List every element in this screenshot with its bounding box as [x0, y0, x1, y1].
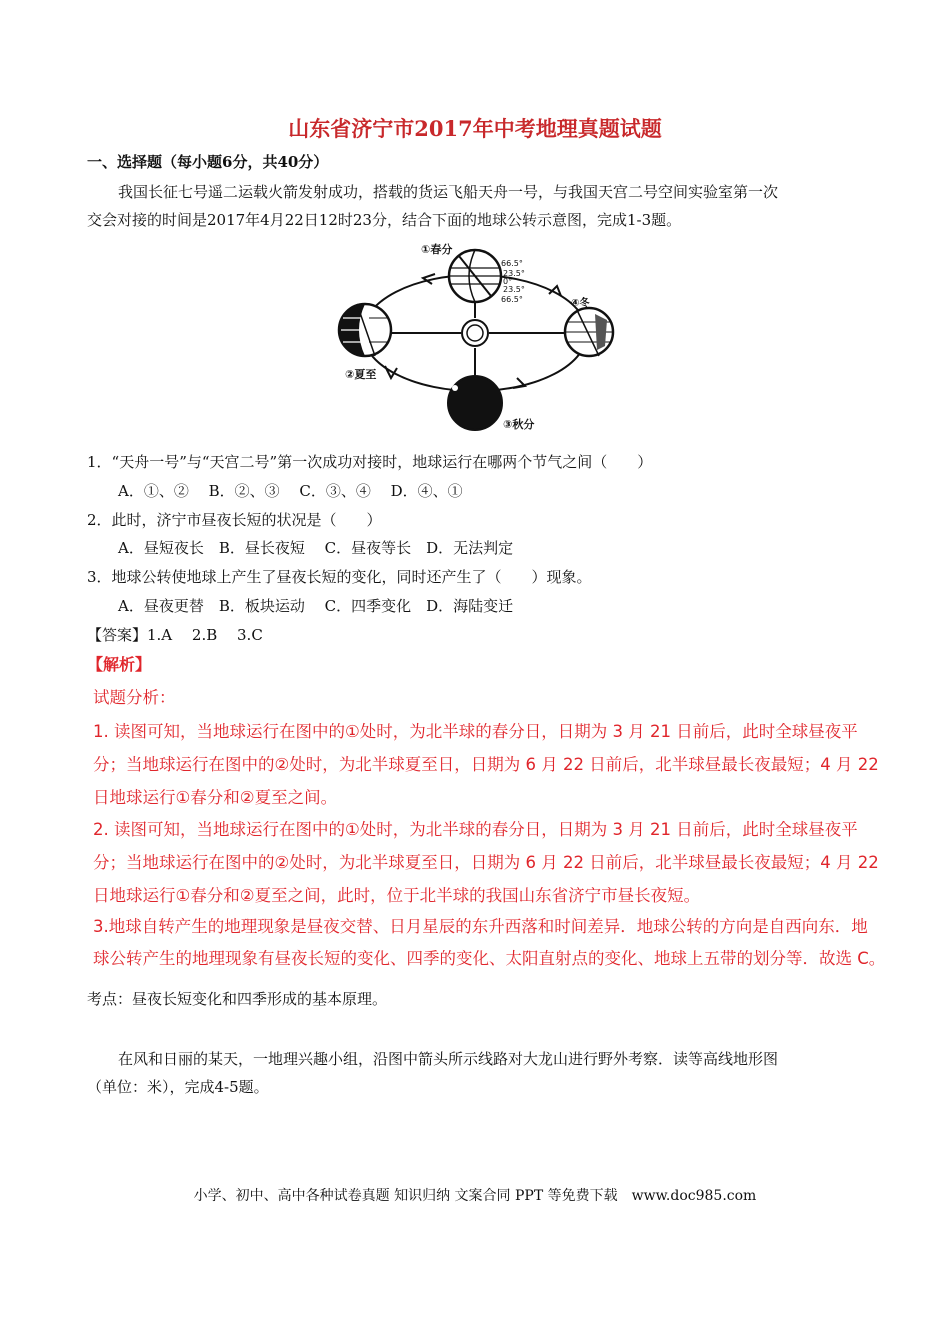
earth-revolution-diagram [335, 238, 615, 438]
lat-label: 0° [503, 277, 513, 286]
question-1-stem: 1．“天舟一号”与“天宫二号”第一次成功对接时，地球运行在哪两个节气之间（ ） [87, 453, 653, 471]
intro2-line-1: 在风和日丽的某天，一地理兴趣小组，沿图中箭头所示线路对大龙山进行野外考察．读等高线地形图 [118, 1050, 779, 1068]
analysis-line: 分；当地球运行在图中的②处时，为北半球夏至日，日期为 6 月 22 日前后，北半球昼最长夜最短；4 月 22 [93, 755, 879, 774]
kaodian-line: 考点：昼夜长短变化和四季形成的基本原理。 [87, 990, 388, 1008]
question-2-stem: 2．此时，济宁市昼夜长短的状况是（ ） [87, 511, 382, 529]
page-footer: 小学、初中、高中各种试卷真题 知识归纳 文案合同 PPT 等免费下载 www.doc985.com [193, 1188, 757, 1204]
label-spring: ①春分 [421, 243, 453, 256]
lat-label: 66.5° [501, 259, 523, 268]
analysis-line: 球公转产生的地理现象有昼夜长短的变化、四季的变化、太阳直射点的变化、地球上五带的划分等．故选 C。 [93, 949, 886, 968]
question-1-options: A．①、② B．②、③ C．③、④ D．④、① [118, 482, 463, 500]
analysis-line: 2. 读图可知，当地球运行在图中的①处时，为北半球的春分日，日期为 3 月 21 日前后，此时全球昼夜平 [93, 820, 858, 839]
earth-winter-solstice [565, 308, 613, 356]
question-3-stem: 3．地球公转使地球上产生了昼夜长短的变化，同时还产生了（ ）现象。 [87, 568, 592, 586]
label-winter: ④冬 [571, 298, 590, 309]
lat-label: 66.5° [501, 295, 523, 304]
answer-line: 【答案】1.A 2.B 3.C [87, 626, 263, 644]
analysis-line: 日地球运行①春分和②夏至之间，此时，位于北半球的我国山东省济宁市昼长夜短。 [93, 886, 701, 905]
intro2-line-2: （单位：米），完成4-5题。 [87, 1078, 269, 1096]
analysis-line: 日地球运行①春分和②夏至之间。 [93, 788, 338, 807]
analysis-heading: 【解析】 [87, 655, 152, 674]
question-2-options: A．昼短夜长 B．昼长夜短 C．昼夜等长 D．无法判定 [118, 539, 514, 557]
earth-spring-equinox [449, 250, 501, 302]
label-autumn: ③秋分 [503, 418, 535, 431]
question-3-options: A．昼夜更替 B．板块运动 C．四季变化 D．海陆变迁 [118, 597, 514, 615]
analysis-line: 分；当地球运行在图中的②处时，为北半球夏至日，日期为 6 月 22 日前后，北半球昼最长夜最短；4 月 22 [93, 853, 879, 872]
sun-icon [462, 320, 488, 346]
earth-autumn-equinox [448, 376, 502, 430]
analysis-subheading: 试题分析： [93, 688, 176, 707]
intro-line-2: 交会对接的时间是2017年4月22日12时23分，结合下面的地球公转示意图，完成1-3题。 [87, 211, 682, 229]
label-summer: ②夏至 [345, 368, 377, 381]
lat-label: 23.5° [503, 269, 525, 278]
page-title: 山东省济宁市2017年中考地理真题试题 [288, 116, 662, 141]
section-heading: 一、选择题（每小题6分，共40分） [87, 153, 329, 171]
analysis-line: 3.地球自转产生的地理现象是昼夜交替、日月星辰的东升西落和时间差异．地球公转的方向是自西向东．地 [93, 917, 868, 936]
intro-line-1: 我国长征七号遥二运载火箭发射成功，搭载的货运飞船天舟一号，与我国天宫二号空间实验室第一次 [118, 183, 779, 201]
lat-label: 23.5° [503, 285, 525, 294]
earth-summer-solstice [339, 304, 391, 356]
analysis-line: 1. 读图可知，当地球运行在图中的①处时，为北半球的春分日，日期为 3 月 21 日前后，此时全球昼夜平 [93, 722, 858, 741]
